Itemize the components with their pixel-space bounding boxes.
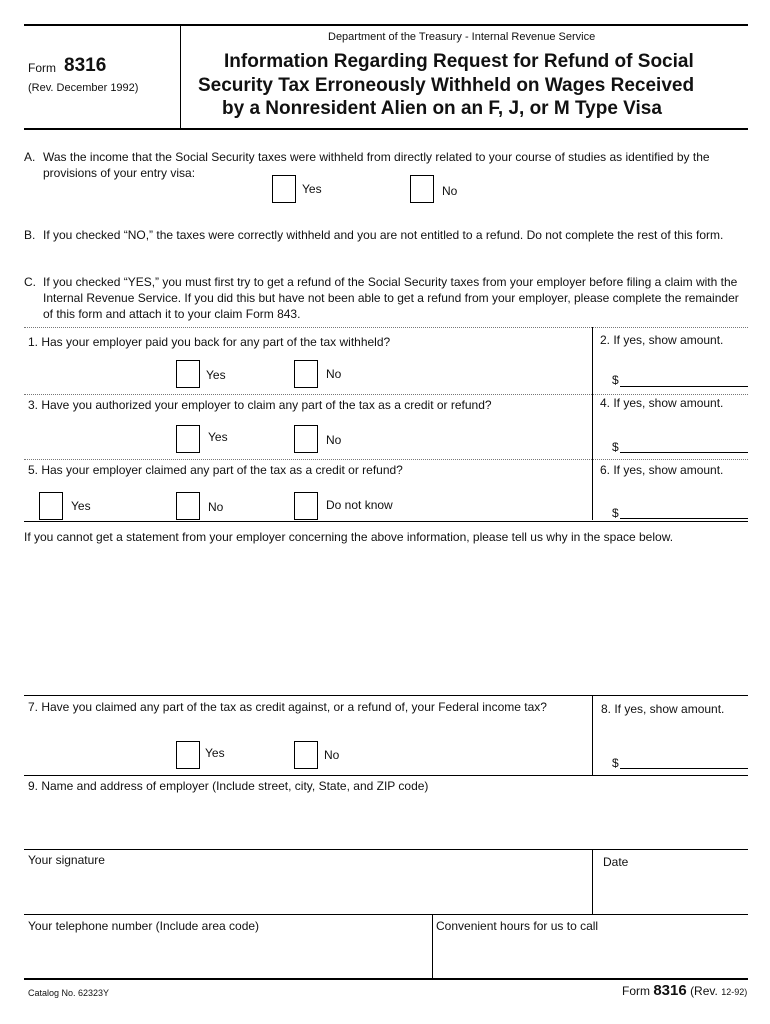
- q3-yes-checkbox[interactable]: [176, 425, 200, 453]
- section-a-yes-checkbox[interactable]: [272, 175, 296, 203]
- q2-amount-field[interactable]: [622, 369, 750, 387]
- section-c: [24, 274, 746, 324]
- convenient-hours-label: Convenient hours for us to call: [436, 919, 599, 933]
- amount-column-divider: [592, 327, 593, 520]
- section-a-yes-label: Yes: [302, 182, 322, 196]
- header-divider: [180, 25, 181, 129]
- q2-dollar-sign: $: [612, 373, 619, 387]
- questions-top-rule: [24, 327, 748, 328]
- q1-no-label: No: [326, 367, 342, 381]
- date-label: Date: [603, 855, 629, 869]
- form-number: 8316: [64, 55, 107, 76]
- section-b: [24, 227, 746, 261]
- questions-bottom-rule: [24, 521, 748, 522]
- q1-text: 1. Has your employer paid you back for any part of the tax withheld?: [28, 335, 391, 349]
- q5-dont-know-label: Do not know: [326, 498, 393, 512]
- q6-amount-field[interactable]: [622, 501, 750, 519]
- catalog-number: Catalog No. 62323Y: [28, 988, 110, 998]
- form-word: Form: [28, 61, 56, 75]
- form-revision: (Rev. December 1992): [28, 82, 139, 94]
- section-a-label: A.: [24, 150, 36, 164]
- date-field[interactable]: [600, 874, 748, 908]
- q8-column-divider: [592, 695, 593, 775]
- date-column-divider: [592, 849, 593, 914]
- convenient-hours-field[interactable]: [436, 940, 748, 972]
- q3-no-label: No: [326, 433, 342, 447]
- section-c-text: If you checked “YES,” you must first try to get a refund of the Social Security taxes from your employer before filing a claim with the Internal Revenue Service. If you did this but have not been able to get a refund from your employer, please complete the remainder of this form and attach it to your claim Form 843.: [43, 275, 739, 321]
- q5-dont-know-checkbox[interactable]: [294, 492, 318, 520]
- footer-rev-word: (Rev.: [690, 984, 718, 998]
- signature-field[interactable]: [28, 874, 588, 908]
- q1-no-checkbox[interactable]: [294, 360, 318, 388]
- section-c-label: C.: [24, 275, 36, 289]
- q9-top-rule: [24, 775, 748, 776]
- section-a: [24, 149, 746, 183]
- employer-name-address-field[interactable]: [28, 798, 748, 848]
- section-b-text: If you checked “NO,” the taxes were correctly withheld and you are not entitled to a refund. Do not complete the rest of this form.: [43, 228, 724, 242]
- telephone-label: Your telephone number (Include area code): [28, 919, 260, 933]
- q6-dollar-sign: $: [612, 506, 619, 520]
- q7-yes-label: Yes: [205, 746, 225, 760]
- q8-amount-field[interactable]: [622, 751, 750, 769]
- footer-rev-date: 12-92): [721, 987, 748, 997]
- hours-column-divider: [432, 914, 433, 978]
- q3-yes-label: Yes: [208, 430, 228, 444]
- footer-form-number: 8316: [653, 982, 687, 999]
- q2-text: 2. If yes, show amount.: [600, 333, 724, 347]
- footer-form-word: Form: [622, 984, 650, 998]
- signature-top-rule: [24, 849, 748, 850]
- q5-no-label: No: [208, 500, 224, 514]
- telephone-field[interactable]: [28, 940, 428, 972]
- q4-bottom-rule: [24, 459, 748, 460]
- q4-text: 4. If yes, show amount.: [600, 396, 724, 410]
- form-title-line-2: Security Tax Erroneously Withheld on Wages Received: [198, 75, 695, 96]
- q7-yes-checkbox[interactable]: [176, 741, 200, 769]
- q1-yes-checkbox[interactable]: [176, 360, 200, 388]
- q5-yes-label: Yes: [71, 499, 91, 513]
- q8-text: 8. If yes, show amount.: [601, 702, 725, 716]
- q3-text: 3. Have you authorized your employer to claim any part of the tax as a credit or refund?: [28, 398, 492, 412]
- q4-amount-field[interactable]: [622, 435, 750, 453]
- q4-dollar-sign: $: [612, 440, 619, 454]
- footer-rule: [24, 978, 748, 980]
- department-line: Department of the Treasury - Internal Revenue Service: [328, 31, 596, 43]
- section-b-label: B.: [24, 228, 36, 242]
- q7-top-rule: [24, 695, 748, 696]
- statement-note: If you cannot get a statement from your employer concerning the above information, please tell us why in the space below.: [24, 530, 674, 544]
- q5-yes-checkbox[interactable]: [39, 492, 63, 520]
- header-bottom-rule: [24, 128, 748, 130]
- section-a-no-checkbox[interactable]: [410, 175, 434, 203]
- section-a-text: Was the income that the Social Security taxes were withheld from directly related to your course of studies as identified by the provisions of your entry visa:: [43, 150, 710, 180]
- q8-dollar-sign: $: [612, 756, 619, 770]
- q7-text: 7. Have you claimed any part of the tax as credit against, or a refund of, your Federal income tax?: [28, 700, 547, 714]
- form-title-line-3: by a Nonresident Alien on an F, J, or M Type Visa: [222, 98, 662, 119]
- section-a-no-label: No: [442, 184, 458, 198]
- q9-text: 9. Name and address of employer (Include street, city, State, and ZIP code): [28, 779, 429, 793]
- q7-no-label: No: [324, 748, 340, 762]
- q3-no-checkbox[interactable]: [294, 425, 318, 453]
- q6-text: 6. If yes, show amount.: [600, 463, 724, 477]
- top-rule: [24, 24, 748, 26]
- q5-no-checkbox[interactable]: [176, 492, 200, 520]
- telephone-top-rule: [24, 914, 748, 915]
- statement-explanation-area[interactable]: [24, 552, 752, 694]
- q7-no-checkbox[interactable]: [294, 741, 318, 769]
- q1-yes-label: Yes: [206, 368, 226, 382]
- form-title-line-1: Information Regarding Request for Refund of Social: [224, 51, 694, 72]
- footer-form-id: [622, 982, 747, 1001]
- q5-text: 5. Has your employer claimed any part of the tax as a credit or refund?: [28, 463, 403, 477]
- signature-label: Your signature: [28, 853, 105, 867]
